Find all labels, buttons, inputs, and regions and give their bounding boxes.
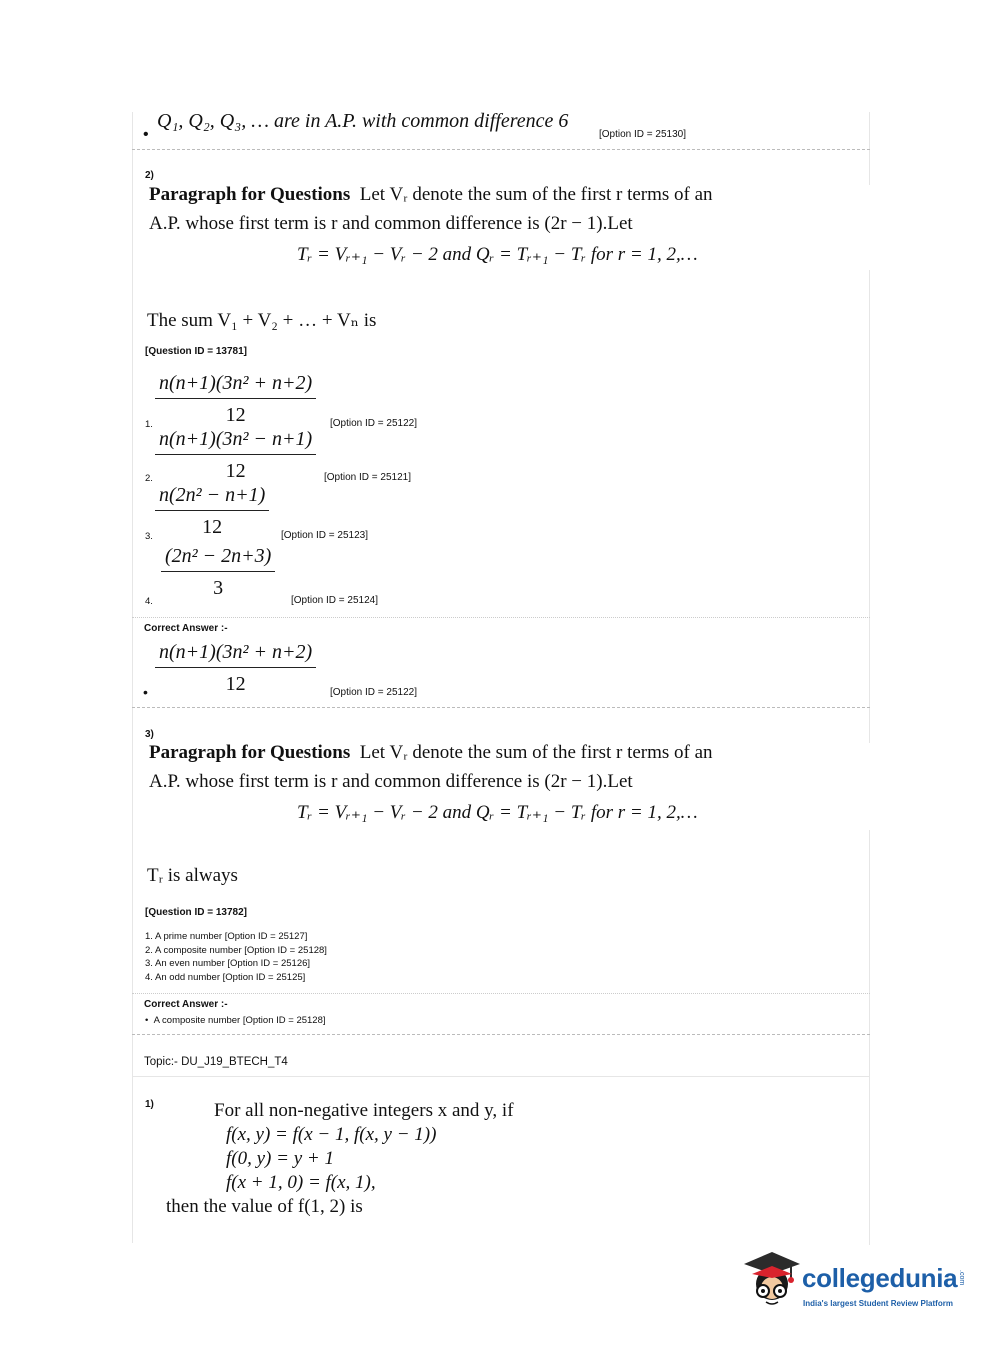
option-number: 3. <box>145 531 153 542</box>
correct-answer-label: Correct Answer :- <box>144 999 228 1010</box>
question-id: [Question ID = 13781] <box>145 346 247 357</box>
divider <box>132 617 870 618</box>
border-right-q2a <box>869 150 870 185</box>
option-4[interactable]: 4. An odd number [Option ID = 25125] <box>145 971 306 983</box>
option-3-fraction[interactable] <box>155 484 269 539</box>
question-line2: f(x, y) = f(x − 1, f(x, y − 1)) <box>226 1124 437 1145</box>
question-number: 3) <box>145 729 154 740</box>
option-numerator: n(n+1)(3n² − n+1) <box>155 428 316 455</box>
question-line4: f(x + 1, 0) = f(x, 1), <box>226 1172 376 1193</box>
option-number: 1. <box>145 419 153 430</box>
divider <box>132 707 870 708</box>
option-numerator: n(2n² − n+1) <box>155 484 269 511</box>
border-left-top <box>132 112 133 150</box>
question-number: 2) <box>145 170 154 181</box>
paragraph-line2: A.P. whose first term is r and common difference is (2r − 1).Let <box>149 213 633 234</box>
correct-denominator: 12 <box>225 673 246 695</box>
correct-answer-text: A composite number [Option ID = 25128] <box>153 1015 326 1026</box>
bullet: • <box>143 684 148 700</box>
option-number: 4. <box>145 596 153 607</box>
option-denominator: 12 <box>225 460 246 482</box>
question-line3: f(0, y) = y + 1 <box>226 1148 334 1169</box>
border-right-q2b <box>869 270 870 715</box>
paragraph-title: Paragraph for Questions <box>149 742 351 763</box>
option-number: 2. <box>145 473 153 484</box>
option-id: [Option ID = 25121] <box>324 472 412 483</box>
option-4-fraction[interactable] <box>161 545 275 600</box>
brand-suffix: .com <box>958 1270 965 1286</box>
option-denominator: 12 <box>202 516 223 538</box>
option-id: [Option ID = 25130] <box>599 129 687 140</box>
option-numerator: n(n+1)(3n² + n+2) <box>155 372 316 399</box>
divider <box>132 993 870 994</box>
paragraph-text: Let Vᵣ denote the sum of the first r terms of an <box>359 184 713 205</box>
paragraph-line2: A.P. whose first term is r and common difference is (2r − 1).Let <box>149 771 633 792</box>
divider <box>132 1034 870 1035</box>
divider <box>132 149 870 150</box>
option-2[interactable]: 2. A composite number [Option ID = 25128] <box>145 944 327 956</box>
option-1-fraction[interactable] <box>155 372 316 427</box>
correct-numerator: n(n+1)(3n² + n+2) <box>155 641 316 668</box>
paragraph-text: Let Vᵣ denote the sum of the first r terms of an <box>359 742 713 763</box>
topic-label: Topic:- DU_J19_BTECH_T4 <box>144 1056 288 1068</box>
option-id: [Option ID = 25124] <box>291 595 379 606</box>
paragraph-line3: Tᵣ = Vᵣ₊₁ − Vᵣ − 2 and Qᵣ = Tᵣ₊₁ − Tᵣ for r = 1, 2,… <box>297 802 698 823</box>
correct-answer: • A composite number [Option ID = 25128] <box>145 1015 326 1026</box>
bullet: • <box>143 126 149 143</box>
series-text: Q₁, Q₂, Q₃, … are in A.P. with common difference 6 <box>157 110 569 132</box>
paragraph-line1 <box>149 742 713 764</box>
paragraph-line1 <box>149 184 713 206</box>
option-denominator: 3 <box>213 577 224 599</box>
paragraph-title: Paragraph for Questions <box>149 184 351 205</box>
option-numerator: (2n² − 2n+3) <box>161 545 275 572</box>
question-text: Tᵣ is always <box>147 865 238 886</box>
question-text: The sum V₁ + V₂ + … + Vₙ is <box>147 310 377 331</box>
option-3[interactable]: 3. An even number [Option ID = 25126] <box>145 958 311 969</box>
brand-name: collegedunia <box>802 1263 958 1293</box>
border-right-q3b <box>869 830 870 1245</box>
option-id: [Option ID = 25122] <box>330 687 418 698</box>
paragraph-line3: Tᵣ = Vᵣ₊₁ − Vᵣ − 2 and Qᵣ = Tᵣ₊₁ − Tᵣ for r = 1, 2,… <box>297 244 698 265</box>
question-line1: For all non-negative integers x and y, if <box>214 1100 514 1121</box>
correct-answer-label: Correct Answer :- <box>144 623 228 634</box>
brand-tagline: India's largest Student Review Platform <box>803 1299 953 1308</box>
border-left-q2 <box>132 150 133 715</box>
option-denominator: 12 <box>225 404 246 426</box>
option-id: [Option ID = 25122] <box>330 418 418 429</box>
border-right-q3a <box>869 708 870 743</box>
question-id: [Question ID = 13782] <box>145 907 247 918</box>
option-id: [Option ID = 25123] <box>281 530 369 541</box>
brand-mascot-logo <box>742 1250 802 1312</box>
option-2-fraction[interactable] <box>155 428 316 483</box>
divider <box>132 1076 870 1077</box>
border-right-top <box>869 112 870 150</box>
option-1[interactable]: 1. A prime number [Option ID = 25127] <box>145 931 308 942</box>
question-line5: then the value of f(1, 2) is <box>166 1196 363 1217</box>
correct-answer-fraction <box>155 641 316 696</box>
option-list <box>145 930 327 984</box>
border-left-q3 <box>132 708 133 1243</box>
question-number: 1) <box>145 1099 154 1110</box>
